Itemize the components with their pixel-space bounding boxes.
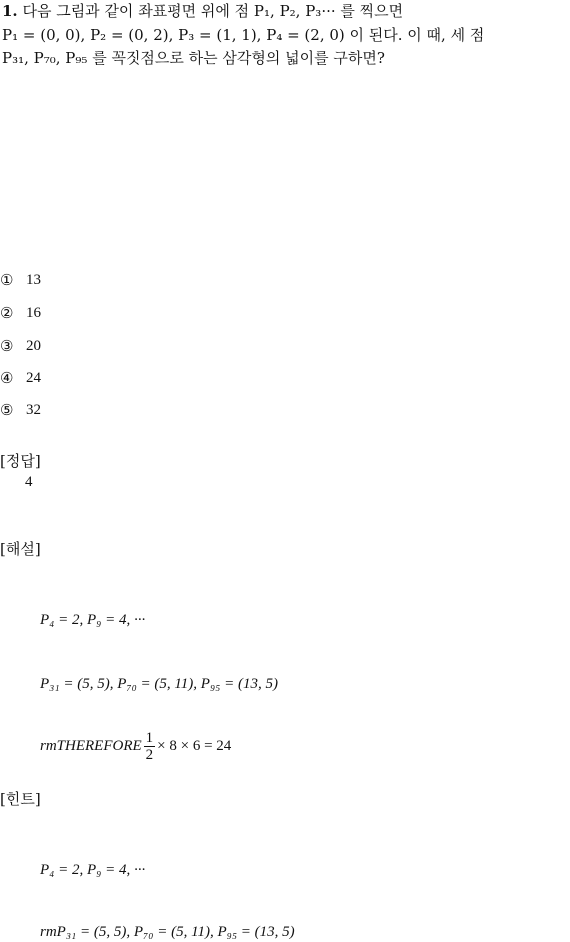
answer-value: 4 (25, 474, 33, 490)
choice-3-value: 20 (26, 337, 41, 354)
explanation-line-2 (40, 676, 278, 693)
hint-line-1 (40, 862, 145, 879)
question-line-2 (2, 24, 484, 46)
choice-3-mark: ③ (0, 337, 14, 355)
choice-4-value: 24 (26, 369, 41, 386)
explanation-line-3 (40, 730, 231, 763)
question-text-2: P₁ = (0, 0), P₂ = (0, 2), P₃ = (1, 1), P₄ = (2, 0) 이 된다. 이 때, 세 점 (2, 26, 485, 44)
explanation-line-3-tail: × 8 × 6 = 24 (157, 738, 232, 754)
fraction-denominator: 2 (145, 747, 154, 763)
choice-5[interactable] (0, 401, 41, 419)
choice-3[interactable] (0, 337, 41, 355)
question-line-1 (2, 0, 403, 22)
question-number: 1. (2, 2, 18, 20)
question-text-3: P₃₁, P₇₀, P₉₅ 를 꼭짓점으로 하는 삼각형의 넓이를 구하면? (2, 49, 385, 67)
choice-1-mark: ① (0, 271, 14, 289)
choice-2-value: 16 (26, 304, 41, 321)
hint-line-1-text: P₄ = 2, P₉ = 4, ··· (40, 862, 146, 878)
hint-line-2-text: rmP₃₁ = (5, 5), P₇₀ = (5, 11), P₉₅ = (13, 5) (40, 924, 295, 940)
answer-label: [정답] (0, 452, 41, 470)
explanation-line-1-text: P₄ = 2, P₉ = 4, ··· (40, 612, 146, 628)
choice-2-mark: ② (0, 304, 14, 322)
explanation-line-3-text: rmTHEREFORE (40, 738, 142, 754)
explanation-label: [해설] (0, 540, 41, 558)
choice-1[interactable] (0, 271, 41, 289)
figure-area (0, 80, 570, 260)
choice-4[interactable] (0, 369, 41, 387)
question-line-3 (2, 47, 385, 69)
hint-label: [힌트] (0, 790, 41, 808)
choice-1-value: 13 (26, 271, 41, 288)
choice-2[interactable] (0, 304, 41, 322)
choice-4-mark: ④ (0, 369, 14, 387)
explanation-fraction (144, 730, 156, 763)
hint-line-2 (40, 924, 295, 941)
explanation-line-1 (40, 612, 145, 629)
fraction-numerator: 1 (145, 730, 154, 746)
choice-5-mark: ⑤ (0, 401, 14, 419)
choice-5-value: 32 (26, 401, 41, 418)
question-text-1: 다음 그림과 같이 좌표평면 위에 점 P₁, P₂, P₃··· 를 찍으면 (22, 2, 404, 20)
explanation-line-2-text: P₃₁ = (5, 5), P₇₀ = (5, 11), P₉₅ = (13, 5) (40, 676, 279, 692)
